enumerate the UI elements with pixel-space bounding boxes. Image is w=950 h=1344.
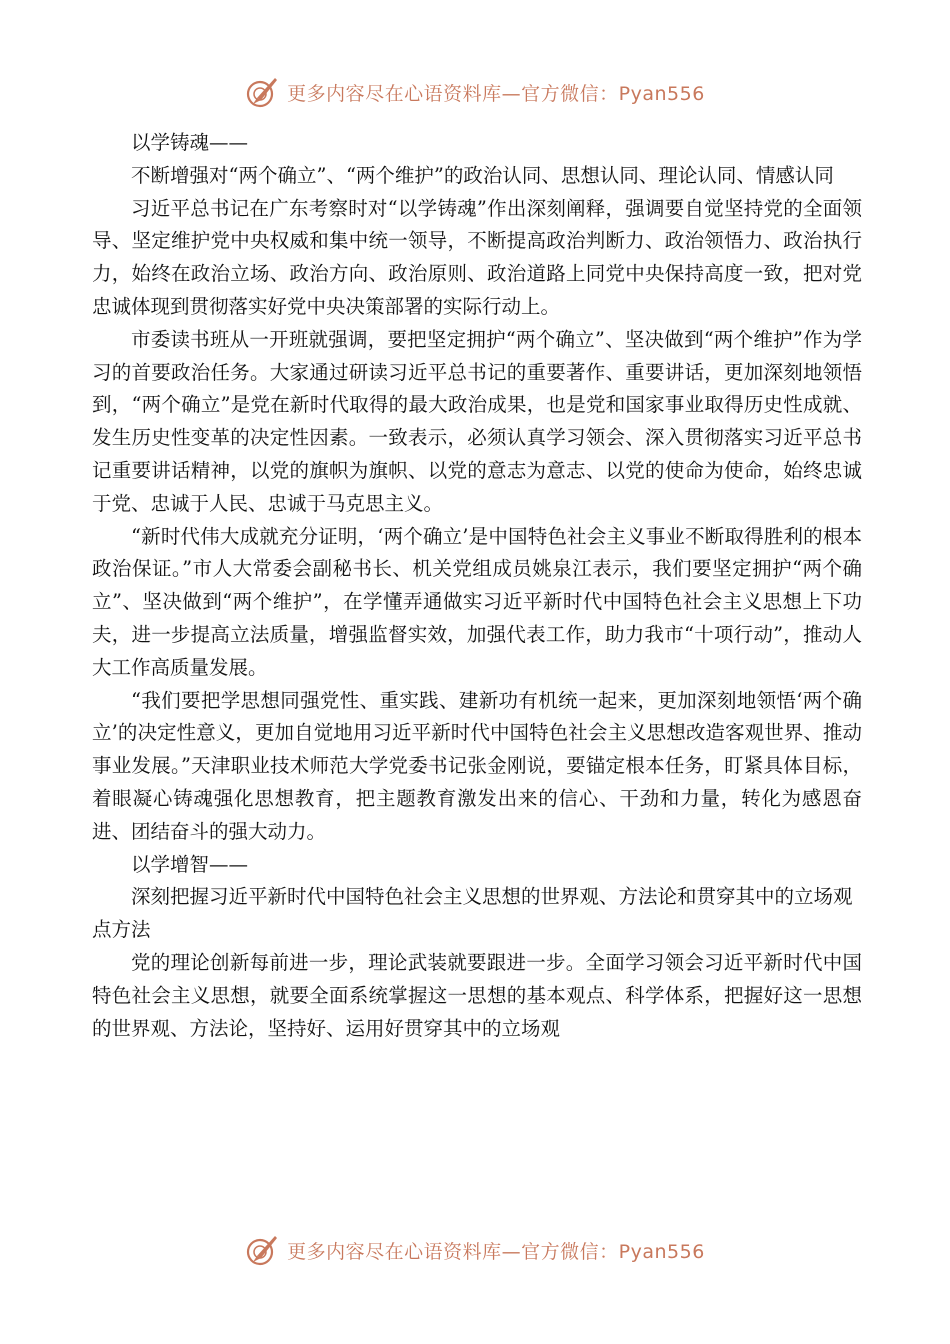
document-body — [92, 127, 862, 1045]
header-banner — [0, 72, 950, 112]
paragraph: “我们要把学思想同强党性、重实践、建新功有机统一起来，更加深刻地领悟‘两个确立’的决定性意义，更加自觉地用习近平新时代中国特色社会主义思想改造客观世界、推动事业发展。”天津职业技术师范大学党委书记张金刚说，要锚定根本任务，盯紧具体目标，着眼凝心铸魂强化思想教育，把主题教育激发出来的信心、干劲和力量，转化为感恩奋进、团结奋斗的强大动力。 — [92, 688, 862, 843]
paragraph: “新时代伟大成就充分证明，‘两个确立’是中国特色社会主义事业不断取得胜利的根本政治保证。”市人大常委会副秘书长、机关党组成员姚泉江表示，我们要坚定拥护“两个确立”、坚决做到“两个维护”，在学懂弄通做实习近平新时代中国特色社会主义思想上下功夫，进一步提高立法质量，增强监督实效，加强代表工作，助力我市“十项行动”，推动人大工作高质量发展。 — [92, 524, 862, 679]
section-heading-1: 以学铸魂—— — [131, 131, 249, 154]
footer-banner — [0, 1230, 950, 1270]
section-subheading-2: 深刻把握习近平新时代中国特色社会主义思想的世界观、方法论和贯穿其中的立场观点方法 — [92, 885, 853, 942]
banner-text: 更多内容尽在心语资料库—官方微信：Pyan556 — [287, 1240, 705, 1263]
section-subheading-1: 不断增强对“两个确立”、“两个维护”的政治认同、思想认同、理论认同、情感认同 — [131, 163, 834, 187]
quill-pen-logo-icon — [245, 1232, 281, 1268]
section-heading-2: 以学增智—— — [131, 852, 249, 876]
banner-text: 更多内容尽在心语资料库—官方微信：Pyan556 — [287, 82, 705, 105]
paragraph: 党的理论创新每前进一步，理论武装就要跟进一步。全面学习领会习近平新时代中国特色社会主义思想，就要全面系统掌握这一思想的基本观点、科学体系，把握好这一思想的世界观、方法论，坚持好、运用好贯穿其中的立场观 — [92, 950, 862, 1040]
paragraph: 市委读书班从一开班就强调，要把坚定拥护“两个确立”、坚决做到“两个维护”作为学习的首要政治任务。大家通过研读习近平总书记的重要著作、重要讲话，更加深刻地领悟到，“两个确立”是党在新时代取得的最大政治成果，也是党和国家事业取得历史性成就、发生历史性变革的决定性因素。一致表示，必须认真学习领会、深入贯彻落实习近平总书记重要讲话精神，以党的旗帜为旗帜、以党的意志为意志、以党的使命为使命，始终忠诚于党、忠诚于人民、忠诚于马克思主义。 — [92, 327, 862, 515]
paragraph: 习近平总书记在广东考察时对“以学铸魂”作出深刻阐释，强调要自觉坚持党的全面领导、坚定维护党中央权威和集中统一领导，不断提高政治判断力、政治领悟力、政治执行力，始终在政治立场、政治方向、政治原则、政治道路上同党中央保持高度一致，把对党忠诚体现到贯彻落实好党中央决策部署的实际行动上。 — [92, 196, 862, 318]
quill-pen-logo-icon — [245, 74, 281, 110]
